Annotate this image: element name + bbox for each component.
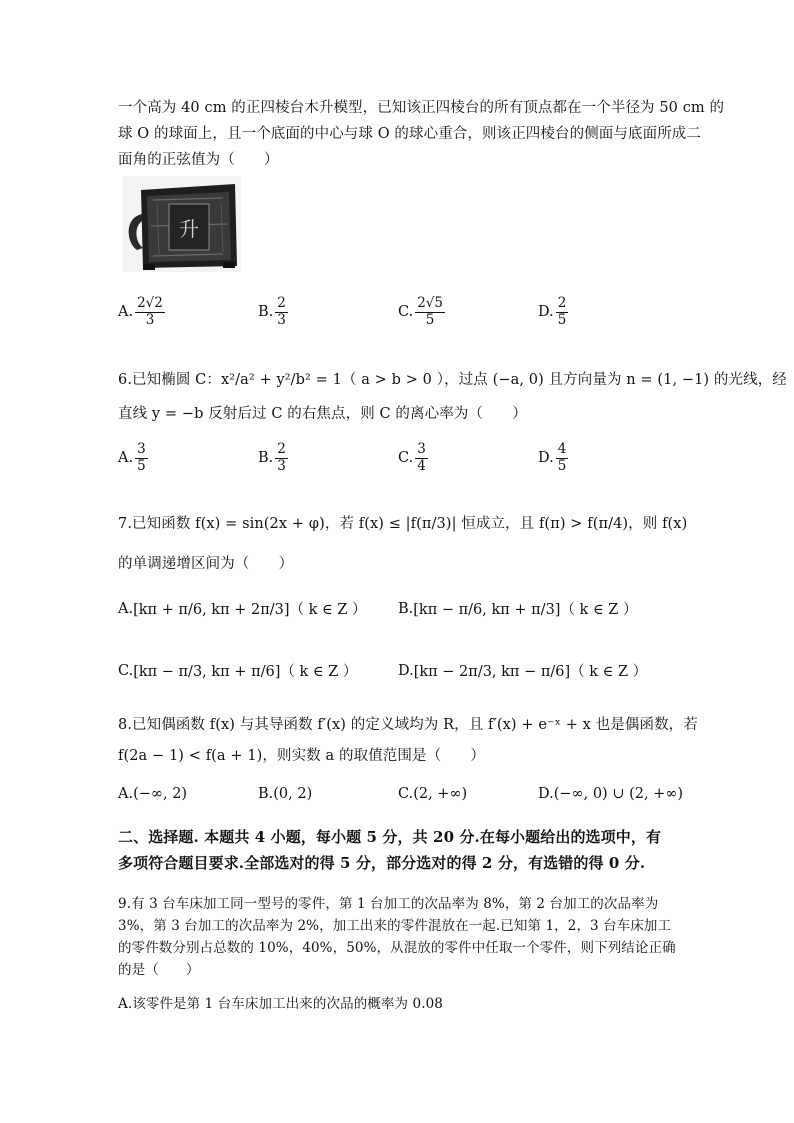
option-label: C. [398, 786, 414, 802]
denominator: 3 [277, 457, 286, 474]
numerator: 2 [557, 295, 567, 311]
numerator: 3 [137, 441, 146, 457]
option-label: C. [118, 662, 134, 679]
option-text: (−∞, 0) ∪ (2, +∞) [553, 786, 684, 802]
fraction [135, 296, 165, 328]
numerator: 3 [417, 441, 426, 457]
option-label: A. [118, 600, 134, 617]
fraction [415, 442, 428, 474]
q5-option-d[interactable] [538, 296, 570, 328]
q8-option-b[interactable] [258, 786, 312, 802]
option-text: [kπ − π/3, kπ + π/6]（ k ∈ Z ） [133, 664, 358, 680]
q9-line-4: 的是（ ） [118, 962, 200, 978]
option-text: (0, 2) [273, 786, 313, 802]
q9-line-2: 3%，第 3 台加工的次品率为 2%，加工出来的零件混放在一起.已知第 1，2，3 台车床加工 [118, 918, 672, 934]
q8-option-c[interactable] [398, 786, 467, 802]
q9-line-3: 的零件数分别占总数的 10%，40%，50%，从混放的零件中任取一个零件，则下列结论正确 [118, 940, 676, 956]
q6-option-c[interactable] [398, 442, 430, 474]
q5-option-b[interactable] [258, 296, 290, 328]
fraction [275, 296, 288, 328]
q8-option-a[interactable] [118, 786, 187, 802]
option-label: A. [118, 304, 134, 321]
section-2-heading-line-2: 多项符合题目要求.全部选对的得 5 分，部分选对的得 2 分，有选错的得 0 分. [118, 854, 646, 872]
denominator: 5 [137, 457, 146, 474]
q9-option-a[interactable]: A.该零件是第 1 台车床加工出来的次品的概率为 0.08 [118, 996, 443, 1012]
q5-line-3: 面角的正弦值为（ ） [118, 152, 279, 168]
option-text: (−∞, 2) [133, 786, 188, 802]
fraction [556, 442, 569, 474]
option-label: D. [538, 304, 554, 321]
numerator: 2√2 [137, 295, 163, 311]
option-label: A. [118, 786, 134, 802]
fraction [556, 296, 569, 328]
option-label: C. [398, 304, 414, 321]
option-text: [kπ − 2π/3, kπ − π/6]（ k ∈ Z ） [413, 664, 648, 680]
q5-option-a[interactable] [118, 296, 167, 328]
numerator: 4 [557, 441, 567, 457]
denominator: 5 [557, 457, 567, 474]
option-label: B. [258, 786, 274, 802]
option-label: C. [398, 450, 414, 467]
option-label: A. [118, 450, 134, 467]
q7-option-a[interactable] [118, 598, 367, 619]
denominator: 5 [425, 311, 435, 328]
fraction [415, 296, 445, 328]
q8-line-2: f(2a − 1) < f(a + 1)，则实数 a 的取值范围是（ ） [118, 748, 485, 764]
q5-line-1: 一个高为 40 cm 的正四棱台木升模型，已知该正四棱台的所有顶点都在一个半径为 50 cm 的 [118, 100, 725, 116]
numerator: 2 [277, 441, 286, 457]
option-label: D. [538, 786, 554, 802]
denominator: 4 [417, 457, 426, 474]
q6-option-d[interactable] [538, 442, 570, 474]
denominator: 3 [145, 311, 155, 328]
q9-line-1: 9.有 3 台车床加工同一型号的零件，第 1 台加工的次品率为 8%，第 2 台加工的次品率为 [118, 896, 659, 912]
option-label: B. [398, 600, 414, 617]
q7-option-c[interactable] [118, 660, 357, 681]
fraction [275, 442, 288, 474]
q7-option-d[interactable] [398, 660, 647, 681]
fraction [135, 442, 148, 474]
q6-option-a[interactable] [118, 442, 150, 474]
q7-option-b[interactable] [398, 598, 637, 619]
denominator: 3 [277, 311, 286, 328]
q5-option-c[interactable] [398, 296, 447, 328]
q7-line-1: 7.已知函数 f(x) = sin(2x + φ)，若 f(x) ≤ |f(π/3)| 恒成立，且 f(π) > f(π/4)，则 f(x) [118, 516, 688, 532]
option-label: D. [538, 450, 554, 467]
q6-line-1: 6.已知椭圆 C：x²/a² + y²/b² = 1（ a > b > 0 ），过点 (−a, 0) 且方向量为 n = (1, −1) 的光线，经 [118, 372, 787, 388]
option-label: D. [398, 662, 414, 679]
numerator: 2 [277, 295, 286, 311]
option-label: B. [258, 450, 274, 467]
q7-line-2: 的单调递增区间为（ ） [118, 556, 294, 572]
denominator: 5 [557, 311, 567, 328]
option-text: (2, +∞) [413, 786, 468, 802]
numerator: 2√5 [417, 295, 443, 311]
q8-line-1: 8.已知偶函数 f(x) 与其导函数 f′(x) 的定义域均为 R，且 f′(x) + e⁻ˣ + x 也是偶函数，若 [118, 717, 698, 733]
q5-line-2: 球 O 的球面上，且一个底面的中心与球 O 的球心重合，则该正四棱台的侧面与底面所成二 [118, 126, 702, 142]
q6-option-b[interactable] [258, 442, 290, 474]
option-label: B. [258, 304, 274, 321]
q8-option-d[interactable] [538, 786, 683, 802]
wooden-sheng-photo [123, 176, 241, 272]
section-2-heading-line-1: 二、选择题. 本题共 4 小题，每小题 5 分，共 20 分.在每小题给出的选项中，有 [118, 828, 662, 846]
option-text: [kπ + π/6, kπ + 2π/3]（ k ∈ Z ） [133, 602, 367, 618]
q6-line-2: 直线 y = −b 反射后过 C 的右焦点，则 C 的离心率为（ ） [118, 406, 527, 422]
option-text: [kπ − π/6, kπ + π/3]（ k ∈ Z ） [413, 602, 638, 618]
photo-character: 升 [179, 217, 199, 241]
